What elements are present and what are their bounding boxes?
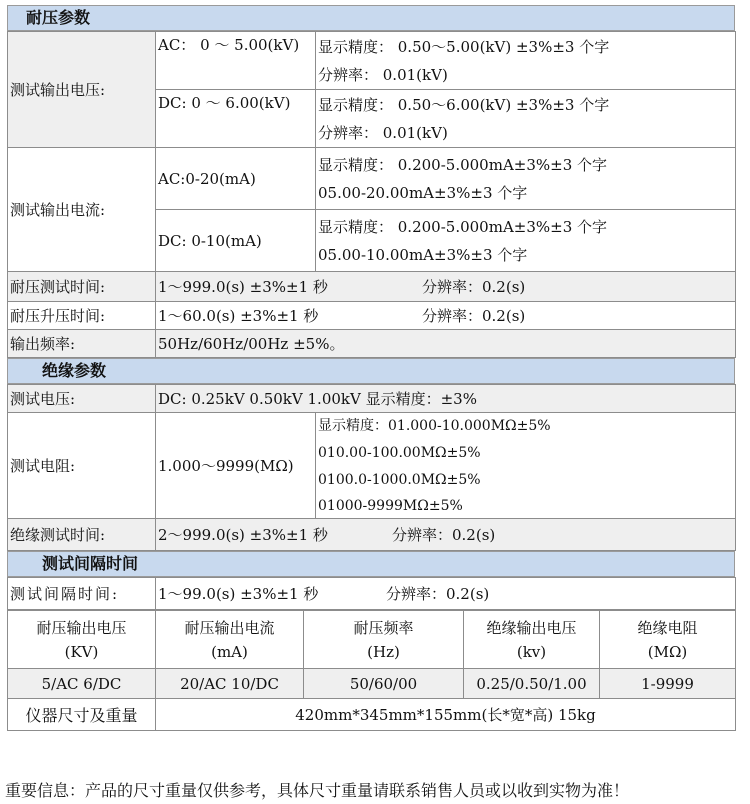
summary-header-cell xyxy=(8,611,156,669)
interval-value: 1～99.0(s) ±3%±1 秒 xyxy=(158,585,319,603)
resistance-accuracy-3: 0100.0-1000.0MΩ±5% xyxy=(318,472,481,488)
interval-label: 测试间隔时间: xyxy=(8,578,156,610)
dimensions-label: 仪器尺寸及重量 xyxy=(8,699,156,731)
summary-header: 耐压输出电压 xyxy=(36,618,127,637)
rise-time-label: 耐压升压时间: xyxy=(8,302,156,330)
rise-time-value: 1～60.0(s) ±3%±1 秒 xyxy=(158,307,319,325)
dc-current-range: DC: 0-10(mA) xyxy=(156,210,316,272)
resistance-range: 1.000～9999(MΩ) xyxy=(156,413,316,519)
summary-header: 绝缘输出电压 xyxy=(486,618,577,637)
ac-current-accuracy: 显示精度： 0.200-5.000mA±3%±3 个字 xyxy=(318,155,608,174)
spec-sheet xyxy=(7,5,735,731)
summary-header-unit: (KV) xyxy=(64,642,99,661)
summary-value: 0.25/0.50/1.00 xyxy=(464,669,600,699)
insulation-voltage-label: 测试电压: xyxy=(8,385,156,413)
summary-header: 绝缘电阻 xyxy=(637,618,698,637)
summary-header-cell xyxy=(464,611,600,669)
summary-header: 耐压输出电流 xyxy=(184,618,275,637)
ac-voltage-accuracy: 显示精度： 0.50～5.00(kV) ±3%±3 个字 xyxy=(318,37,610,56)
summary-table xyxy=(7,610,736,731)
frequency-label: 输出频率: xyxy=(8,330,156,358)
summary-value: 50/60/00 xyxy=(304,669,464,699)
summary-header-cell xyxy=(304,611,464,669)
insulation-voltage-value: DC: 0.25kV 0.50kV 1.00kV 显示精度：±3% xyxy=(156,385,736,413)
summary-value: 1-9999 xyxy=(600,669,736,699)
interval-table xyxy=(7,577,736,610)
interval-section-title: 测试间隔时间 xyxy=(7,551,735,577)
dc-voltage-accuracy: 显示精度： 0.50～6.00(kV) ±3%±3 个字 xyxy=(318,95,610,114)
dc-voltage-resolution: 分辨率： 0.01(kV) xyxy=(318,123,448,142)
summary-header-unit: (Hz) xyxy=(367,642,400,661)
withstand-table xyxy=(7,31,736,358)
insulation-test-time-label: 绝缘测试时间: xyxy=(8,519,156,551)
resistance-accuracy-2: 010.00-100.00MΩ±5% xyxy=(318,445,481,461)
rise-time-resolution: 分辨率：0.2(s) xyxy=(422,307,526,325)
summary-header-cell xyxy=(600,611,736,669)
frequency-value: 50Hz/60Hz/00Hz ±5%。 xyxy=(156,330,736,358)
insulation-section-title: 绝缘参数 xyxy=(7,358,735,384)
ac-current-accuracy-2: 05.00-20.00mA±3%±3 个字 xyxy=(318,183,528,202)
dc-voltage-range: DC: 0 ～ 6.00(kV) xyxy=(156,90,316,148)
interval-resolution: 分辨率：0.2(s) xyxy=(386,585,490,603)
insulation-test-time-resolution: 分辨率：0.2(s) xyxy=(392,526,496,544)
insulation-table xyxy=(7,384,736,551)
dc-current-accuracy: 显示精度： 0.200-5.000mA±3%±3 个字 xyxy=(318,217,608,236)
summary-header-unit: (kv) xyxy=(516,642,547,661)
insulation-test-time-value: 2～999.0(s) ±3%±1 秒 xyxy=(158,526,328,544)
summary-value: 5/AC 6/DC xyxy=(8,669,156,699)
dimensions-value: 420mm*345mm*155mm(长*宽*高) 15kg xyxy=(156,699,736,731)
resistance-accuracy-1: 显示精度：01.000-10.000MΩ±5% xyxy=(318,418,551,434)
disclaimer-note: 重要信息：产品的尺寸重量仅供参考，具体尺寸重量请联系销售人员或以收到实物为准！ xyxy=(5,781,630,800)
ac-voltage-resolution: 分辨率： 0.01(kV) xyxy=(318,65,448,84)
ac-voltage-range: AC： 0 ～ 5.00(kV) xyxy=(156,32,316,90)
resistance-label: 测试电阻: xyxy=(8,413,156,519)
output-voltage-label: 测试输出电压: xyxy=(8,32,156,148)
summary-header-unit: (MΩ) xyxy=(647,642,688,661)
summary-header: 耐压频率 xyxy=(353,618,414,637)
resistance-accuracy-4: 01000-9999MΩ±5% xyxy=(318,498,463,514)
summary-header-unit: (mA) xyxy=(211,642,248,661)
withstand-test-time-value: 1～999.0(s) ±3%±1 秒 xyxy=(158,278,328,296)
output-current-label: 测试输出电流: xyxy=(8,148,156,272)
dc-current-accuracy-2: 05.00-10.00mA±3%±3 个字 xyxy=(318,245,528,264)
withstand-section-title: 耐压参数 xyxy=(7,5,735,31)
summary-value: 20/AC 10/DC xyxy=(156,669,304,699)
summary-header-cell xyxy=(156,611,304,669)
withstand-test-time-label: 耐压测试时间: xyxy=(8,272,156,302)
withstand-test-time-resolution: 分辨率：0.2(s) xyxy=(422,278,526,296)
ac-current-range: AC:0-20(mA) xyxy=(156,148,316,210)
